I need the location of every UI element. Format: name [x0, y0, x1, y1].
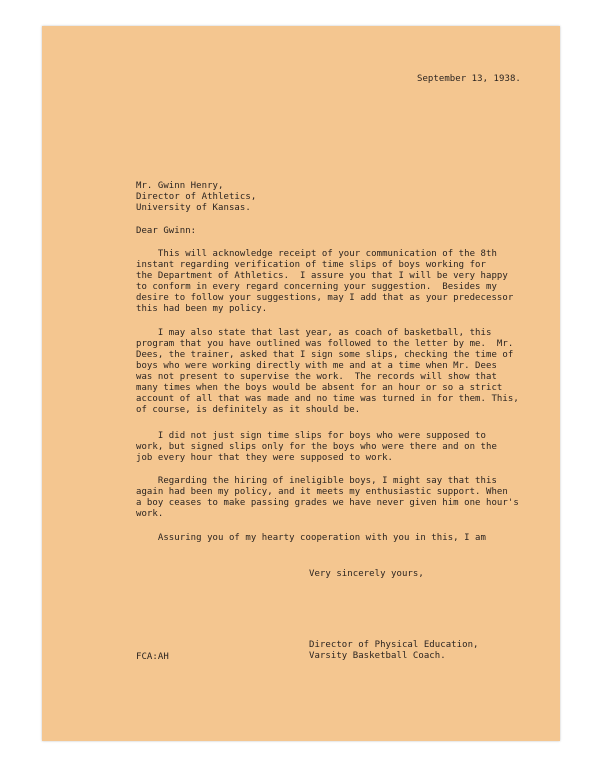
paragraph-line: desire to follow your suggestions, may I add that as your predecessor	[136, 293, 514, 303]
signature-title-2: Varsity Basketball Coach.	[309, 651, 446, 661]
paragraph-line: account of all that was made and no time was turned in for them. This,	[136, 394, 519, 404]
paragraph-line: instant regarding verification of time slips of boys working for	[136, 260, 486, 270]
letter-date: September 13, 1938.	[417, 74, 521, 84]
paragraph-line: was not present to supervise the work. The records will show that	[136, 372, 497, 382]
paragraph-3	[136, 431, 497, 464]
paragraph-4	[136, 476, 519, 520]
paragraph-line: This will acknowledge receipt of your communication of the 8th	[136, 249, 497, 259]
paragraph-line: program that you have outlined was followed to the letter by me. Mr.	[136, 339, 514, 349]
paragraph-line: a boy ceases to make passing grades we have never given him one hour's	[136, 498, 519, 508]
paragraph-line: Dees, the trainer, asked that I sign some slips, checking the time of	[136, 350, 514, 360]
paragraph-line: job every hour that they were supposed to work.	[136, 453, 394, 463]
paragraph-line: I did not just sign time slips for boys who were supposed to	[136, 431, 486, 441]
paragraph-1	[136, 249, 513, 315]
paragraph-line: many times when the boys would be absent for an hour or so a strict	[136, 383, 503, 393]
paragraph-line: to conform in every regard concerning your suggestion. Besides my	[136, 282, 497, 292]
paragraph-line: I may also state that last year, as coach of basketball, this	[136, 328, 492, 338]
initials: FCA:AH	[136, 652, 169, 662]
paragraph-line: Regarding the hiring of ineligible boys, I might say that this	[136, 476, 497, 486]
closing: Very sincerely yours,	[309, 569, 424, 579]
paragraph-line: the Department of Athletics. I assure you that I will be very happy	[136, 271, 508, 281]
paragraph-line: work.	[136, 509, 164, 519]
paragraph-line: Assuring you of my hearty cooperation with you in this, I am	[136, 533, 486, 543]
recipient-title: Director of Athletics,	[136, 192, 257, 202]
paragraph-line: boys who were working directly with me and at a time when Mr. Dees	[136, 361, 497, 371]
signature-title-1: Director of Physical Education,	[309, 640, 479, 650]
paragraph-line: of course, is definitely as it should be.	[136, 405, 361, 415]
paragraph-line: this had been my policy.	[136, 304, 268, 314]
recipient-organization: University of Kansas.	[136, 203, 251, 213]
paragraph-line: work, but signed slips only for the boys who were there and on the	[136, 442, 497, 452]
recipient-name: Mr. Gwinn Henry,	[136, 181, 224, 191]
salutation: Dear Gwinn:	[136, 226, 197, 236]
paragraph-5	[136, 533, 486, 544]
paragraph-2	[136, 328, 519, 416]
paragraph-line: again had been my policy, and it meets my enthusiastic support. When	[136, 487, 508, 497]
